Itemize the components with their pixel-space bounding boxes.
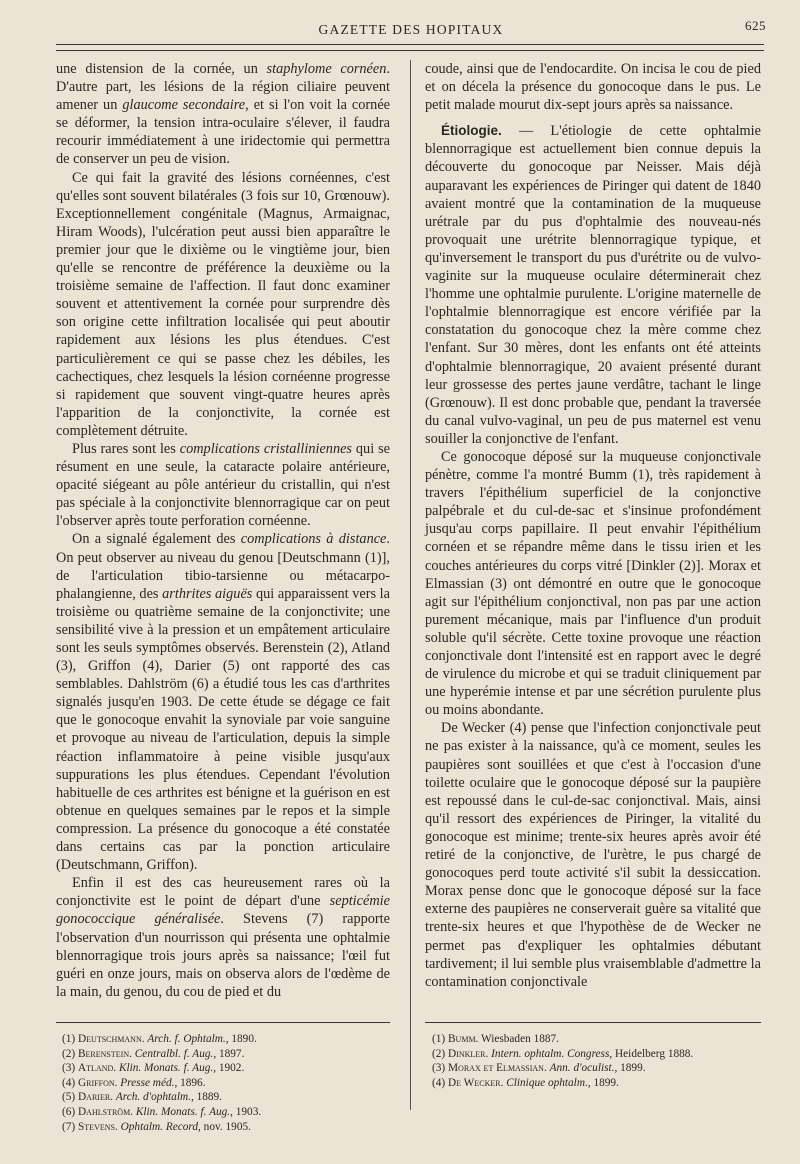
column-divider — [410, 60, 411, 1110]
text: une distension de la cornée, un — [56, 61, 267, 77]
paragraph — [425, 122, 761, 448]
journal-title: GAZETTE DES HOPITAUX — [318, 22, 504, 37]
paragraph — [56, 60, 390, 169]
left-column — [56, 60, 390, 1001]
footnote: (2) Dinkler. Intern. ophtalm. Congress, Heidelberg 1888. — [432, 1047, 694, 1060]
paragraph: coude, ainsi que de l'endocardite. On incisa le cou de pied et on décela la présence du gonocoque dans le pus. Le petit malade mourut dix-sept jours après sa naissance. — [425, 61, 761, 114]
footnote: (3) Atland. Klin. Monats. f. Aug., 1902. — [62, 1062, 245, 1075]
footnote: (1) Deutschmann. Arch. f. Ophtalm., 1890. — [62, 1033, 257, 1045]
footnote: (7) Stevens. Ophtalm. Record, nov. 1905. — [62, 1120, 251, 1133]
footnote: (2) Berenstein. Centralbl. f. Aug., 1897. — [62, 1047, 245, 1060]
italic-term: septicémie gonococcique généralisée — [56, 893, 390, 928]
text: . On peut observer au niveau du genou [Deutschmann (1)], de l'articulation tibio-tarsienne ou métacarpo-phalangienne, des — [56, 531, 390, 602]
page-number: 625 — [745, 18, 766, 33]
italic-term: complications à distance — [240, 531, 387, 548]
paragraph: Ce qui fait la gravité des lésions cornéennes, c'est qu'elles sont souvent bilatérales (3 fois sur 10, Grœnouw). Exceptionnellement congénitale (Magnus, Armaignac, Hiram Woods), l'ulcération peut aussi bien apparaître le premier jour que le dixième ou le vingtième jour, bien qu'elle se rencontre de préférence la deuxième ou la troisième semaine de l'affection. Il faut donc examiner souvent et attentivement la cornée pour surprendre dès son origine cette infiltration localisée qui peut aboutir rapidement aux lésions les plus étendues. C'est particulièrement ce qui se passe chez les débiles, les cachectiques, chez lesquels la lésion cornéenne progresse si rapidement que souvent vingt-quatre heures après l'apparition de la conjonctivite, la cornée est complètement détruite. — [56, 169, 390, 439]
text: qui se résument en une seule, la cataracte polaire antérieure, opacité siégeant au pôle antérieur du cristallin, qui n'est pas spéciale à la conjonctivite blennorragique car on peut l'observer après toute perforation cornéenne. — [56, 440, 390, 530]
text: On a signalé également des — [72, 531, 241, 548]
header-rule — [56, 44, 764, 45]
italic-term: arthrites aiguës — [162, 585, 253, 602]
footnote: (5) Darier. Arch. d'ophtalm., 1889. — [62, 1091, 223, 1104]
text: Enfin il est des cas heureusement rares où la conjonctivite est le point de départ d'une — [56, 875, 390, 910]
paragraph: De Wecker (4) pense que l'infection conjonctivale peut ne pas exister à la naissance, qu'à ce moment, seules les paupières sont souillées et que c'est à l'occasion d'une toilette oculaire que le gonocoque déposé sur la paupière est repoussé dans le cul-de-sac conjonctival. Mais, ainsi qu'il ressort des expériences de Piringer, la vitalité du gonocoque est minime; trente-six heures après avoir été retiré de la conjonctive, de l'urètre, le pus chargé de gonocoques perd toute activité s'il subit la dessiccation. Morax pense donc que le gonocoque déposé sur la face externe des paupières ne conserverait guère sa vitalité que trente-six heures et que l'hypothèse de de Wecker ne permet pas d'expliquer les ophtalmies débutant tardivement; il lui semble plus vraisemblable d'admettre la contamination conjonctivale — [425, 720, 761, 990]
italic-term: staphylome cornéen — [266, 61, 387, 77]
italic-term: glaucome secondaire — [122, 97, 246, 114]
text: , et si l'on voit la cornée se déformer, la tension intra-oculaire s'élever, il faudra recourir immédiatement à une iridectomie qui permettra de conserver un peu de vision. — [56, 97, 391, 168]
text: qui apparaissent vers la troisième ou quatrième semaine de la conjonctivite; une sensibilité vive à la pression et un empâtement articulaire sont les seuls symptômes observés. Berenstein (2), Atland (3), Griffon (4), Darier (5) ont rapporté des cas semblables. Dahlström (6) a étudié tous les cas d'arthrites signalés jusqu'en 1903. De cette étude se dégage ce fait que le gonocoque envahit la synoviale par voie sanguine et provoque au niveau de l'articulation, depuis la simple réaction inflammatoire à peine visible jusqu'aux suppurations les plus étendues. Cependant l'évolution habituelle de ces arthrites est bénigne et la guérison en est obtenue en quelques semaines par le repos et la simple compression. La présence du gonocoque a été constatée dans certains cas par la ponction articulaire (Deutschmann, Griffon). — [56, 585, 390, 874]
footnote: (6) Dahlström. Klin. Monats. f. Aug., 1903. — [62, 1105, 262, 1118]
footnote-rule — [425, 1022, 761, 1023]
text: . Stevens (7) rapporte l'observation d'un nourrisson qui présenta une ophtalmie blennorragique trois jours après sa naissance; l'œil fut guéri en onze jours, mais on observa alors de l'œdème de la main, du genou, du cou de pied et du — [56, 911, 390, 1000]
text: — L'étiologie de cette ophtalmie blennorragique est actuellement bien connue depuis la découverte du gonocoque par Neisser. Mais déjà auparavant les expériences de Piringer qui datent de 1840 avaient montré que la contamination de la muqueuse urétrale par du pus d'ophtalmie des nouveau-nés provoquait une urétrite blennorragique typique, et qu'inversement le transport du pus d'urétrite ou de vulvo-vaginite sur la muqueuse oculaire déterminerait chez l'homme une ophtalmie purulente. L'origine maternelle de l'ophtalmie blennorragique est encore vérifiée par la constatation du gonocoque chez la mère comme chez l'enfant. Sur 30 mères, dont les enfants ont été atteints d'ophtalmie blennorragique, 20 avaient présenté durant leur grossesse des pertes jaune verdâtre, tachant le linge (Grœnouw). Il est donc probable que, pendant la traversée du canal vulvo-vaginal, un peu de pus maternel est venu souiller la conjonctive de l'enfant. — [425, 123, 761, 447]
section-heading: Étiologie. — [441, 123, 502, 139]
page-header — [56, 18, 766, 42]
paragraph — [56, 440, 390, 530]
paragraph — [56, 874, 390, 1001]
right-footnotes — [432, 1032, 693, 1090]
footnote: (3) Morax et Elmassian. Ann. d'oculist., 1899. — [432, 1062, 646, 1075]
footnote: (1) Bumm. Wiesbaden 1887. — [432, 1033, 559, 1045]
text: Plus rares sont les — [72, 440, 180, 457]
text: . D'autre part, les lésions de la région ciliaire peuvent amener un — [56, 61, 390, 114]
right-column — [425, 60, 761, 991]
footnote: (4) Griffon. Presse méd., 1896. — [62, 1076, 206, 1089]
left-footnotes — [62, 1032, 261, 1134]
footnote: (4) De Wecker. Clinique ophtalm., 1899. — [432, 1076, 619, 1089]
paragraph: Ce gonocoque déposé sur la muqueuse conjonctivale pénètre, comme l'a montré Bumm (1), très rapidement à travers l'épithélium superficiel de la conjonctive palpébrale et du cul-de-sac et s'insinue profondément jusqu'au corps papillaire. Il peut envahir l'épithélium cornéen et se répandre même dans le tissu irien et les couches antérieures du corps vitré [Dinkler (2)]. Morax et Elmassian (3) ont démontré en outre que le gonocoque agit sur l'épithélium conjonctival, non pas par une action purement mécanique, mais par l'influence d'un produit soluble qu'il sécrète. Cette toxine provoque une réaction conjonctivale dont l'intensité est en rapport avec le degré de virulence du microbe et qui se traduit cliniquement par une hyperémie intense et par une sécrétion purulente plus ou moins abondante. — [425, 448, 761, 719]
header-rule-secondary — [56, 50, 764, 51]
footnote-rule — [56, 1022, 390, 1023]
italic-term: complications cristalliniennes — [179, 440, 352, 457]
paragraph — [56, 530, 390, 874]
